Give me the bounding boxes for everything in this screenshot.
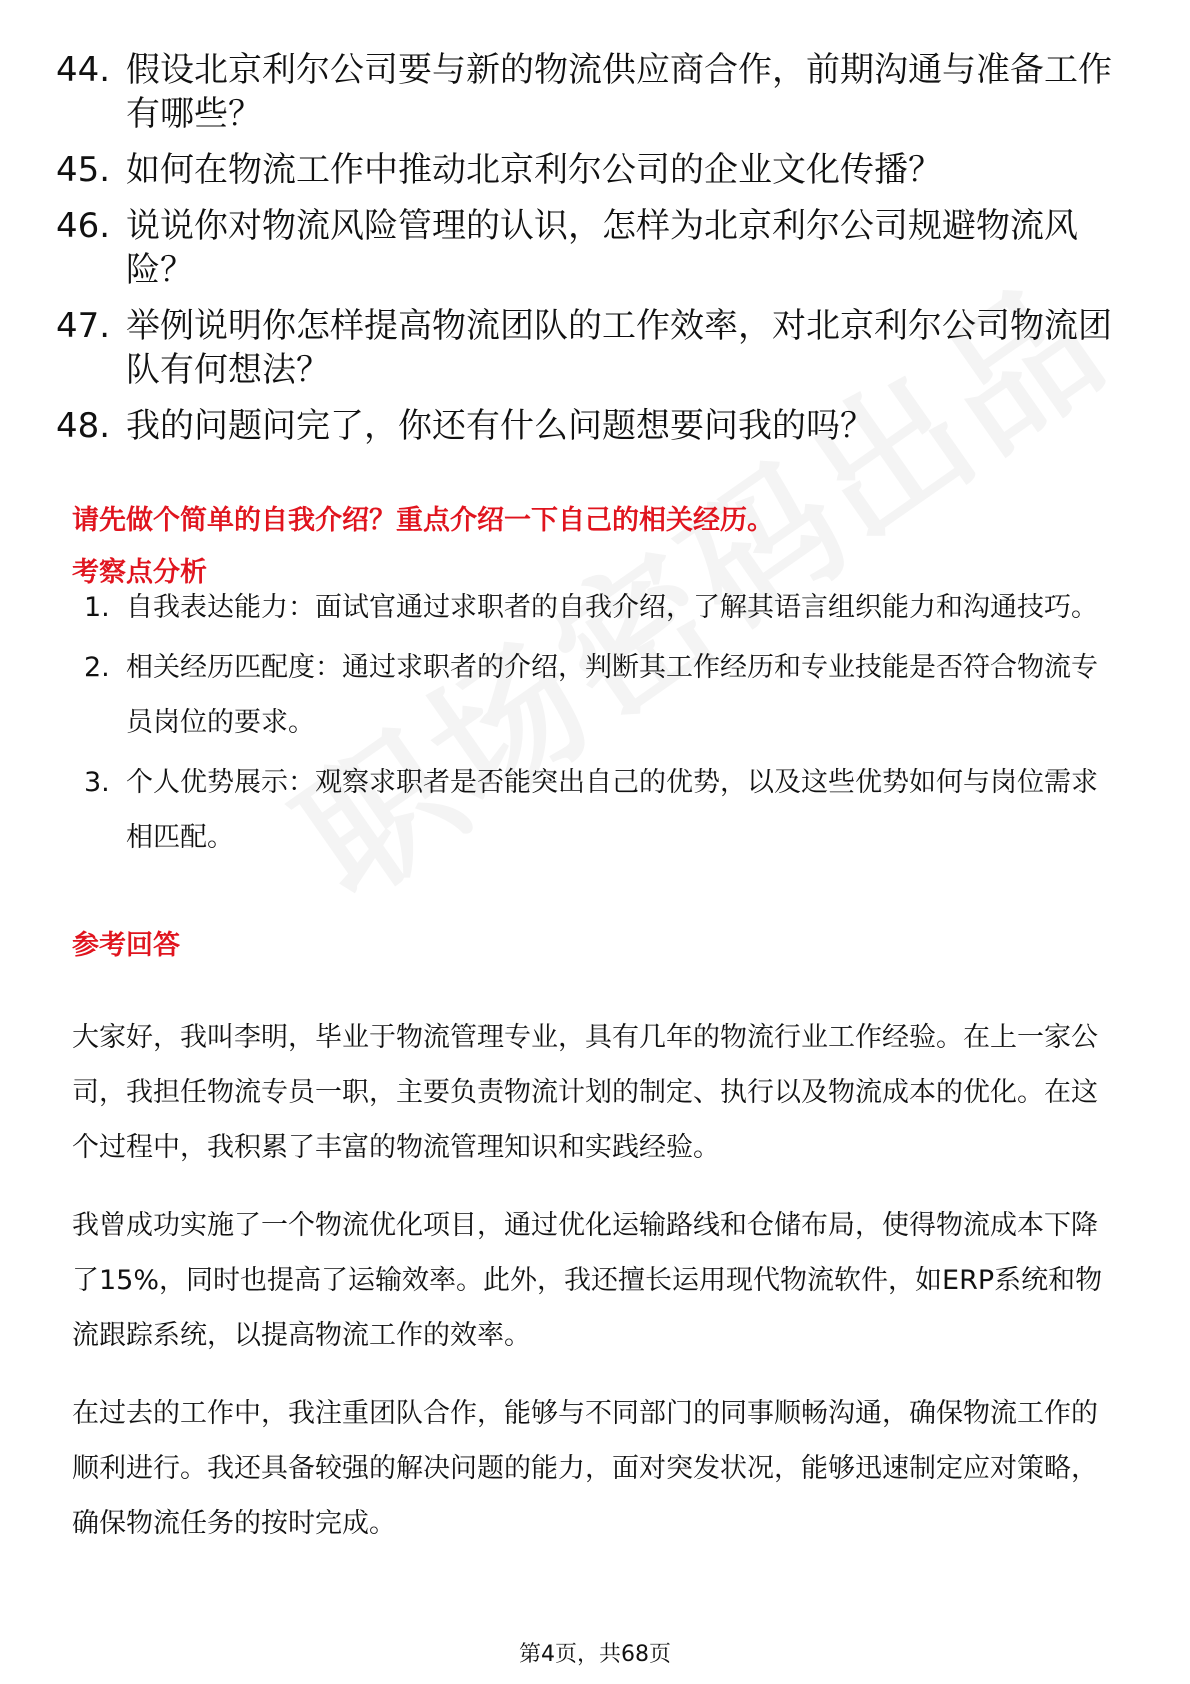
answer-paragraph: 在过去的工作中，我注重团队合作，能够与不同部门的同事顺畅沟通，确保物流工作的顺利进行。我还具备较强的解决问题的能力，面对突发状况，能够迅速制定应对策略，确保物流任务的按时完成。 (72, 1398, 1098, 1539)
section-title: 请先做个简单的自我介绍？重点介绍一下自己的相关经历。 (72, 505, 774, 536)
analysis-list (84, 580, 1124, 870)
question-number: 44. (56, 50, 111, 90)
question-number: 47. (56, 306, 111, 346)
question-number: 46. (56, 206, 111, 246)
analysis-item-text: 相关经历匹配度：通过求职者的介绍，判断其工作经历和专业技能是否符合物流专员岗位的要求。 (126, 652, 1098, 738)
answer-paragraph: 大家好，我叫李明，毕业于物流管理专业，具有几年的物流行业工作经验。在上一家公司，我担任物流专员一职，主要负责物流计划的制定、执行以及物流成本的优化。在这个过程中，我积累了丰富的物流管理知识和实践经验。 (72, 1022, 1098, 1163)
question-text: 我的问题问完了，你还有什么问题想要问我的吗？ (126, 406, 874, 446)
question-item (56, 304, 1136, 392)
analysis-heading: 考察点分析 (72, 557, 207, 588)
analysis-item-number: 1. (84, 592, 110, 623)
question-list (56, 48, 1136, 460)
question-item (56, 204, 1136, 292)
question-number: 48. (56, 406, 111, 446)
question-item (56, 148, 1136, 192)
analysis-item (84, 755, 1124, 865)
analysis-item (84, 640, 1124, 750)
question-text: 说说你对物流风险管理的认识，怎样为北京利尔公司规避物流风险？ (126, 206, 1078, 290)
question-text: 假设北京利尔公司要与新的物流供应商合作，前期沟通与准备工作有哪些？ (126, 50, 1112, 134)
question-item (56, 48, 1136, 136)
analysis-item-text: 个人优势展示：观察求职者是否能突出自己的优势，以及这些优势如何与岗位需求相匹配。 (126, 767, 1098, 853)
question-number: 45. (56, 150, 111, 190)
analysis-item-text: 自我表达能力：面试官通过求职者的自我介绍，了解其语言组织能力和沟通技巧。 (126, 592, 1098, 623)
analysis-item (84, 580, 1124, 635)
analysis-item-number: 3. (84, 767, 110, 798)
page-footer: 第4页，共68页 (519, 1642, 671, 1667)
answer-heading: 参考回答 (72, 930, 180, 961)
question-text: 举例说明你怎样提高物流团队的工作效率，对北京利尔公司物流团队有何想法？ (126, 306, 1112, 390)
question-text: 如何在物流工作中推动北京利尔公司的企业文化传播？ (126, 150, 942, 190)
question-item (56, 404, 1136, 448)
analysis-item-number: 2. (84, 652, 110, 683)
answer-paragraph: 我曾成功实施了一个物流优化项目，通过优化运输路线和仓储布局，使得物流成本下降了15%，同时也提高了运输效率。此外，我还擅长运用现代物流软件，如ERP系统和物流跟踪系统，以提高物流工作的效率。 (72, 1210, 1103, 1351)
